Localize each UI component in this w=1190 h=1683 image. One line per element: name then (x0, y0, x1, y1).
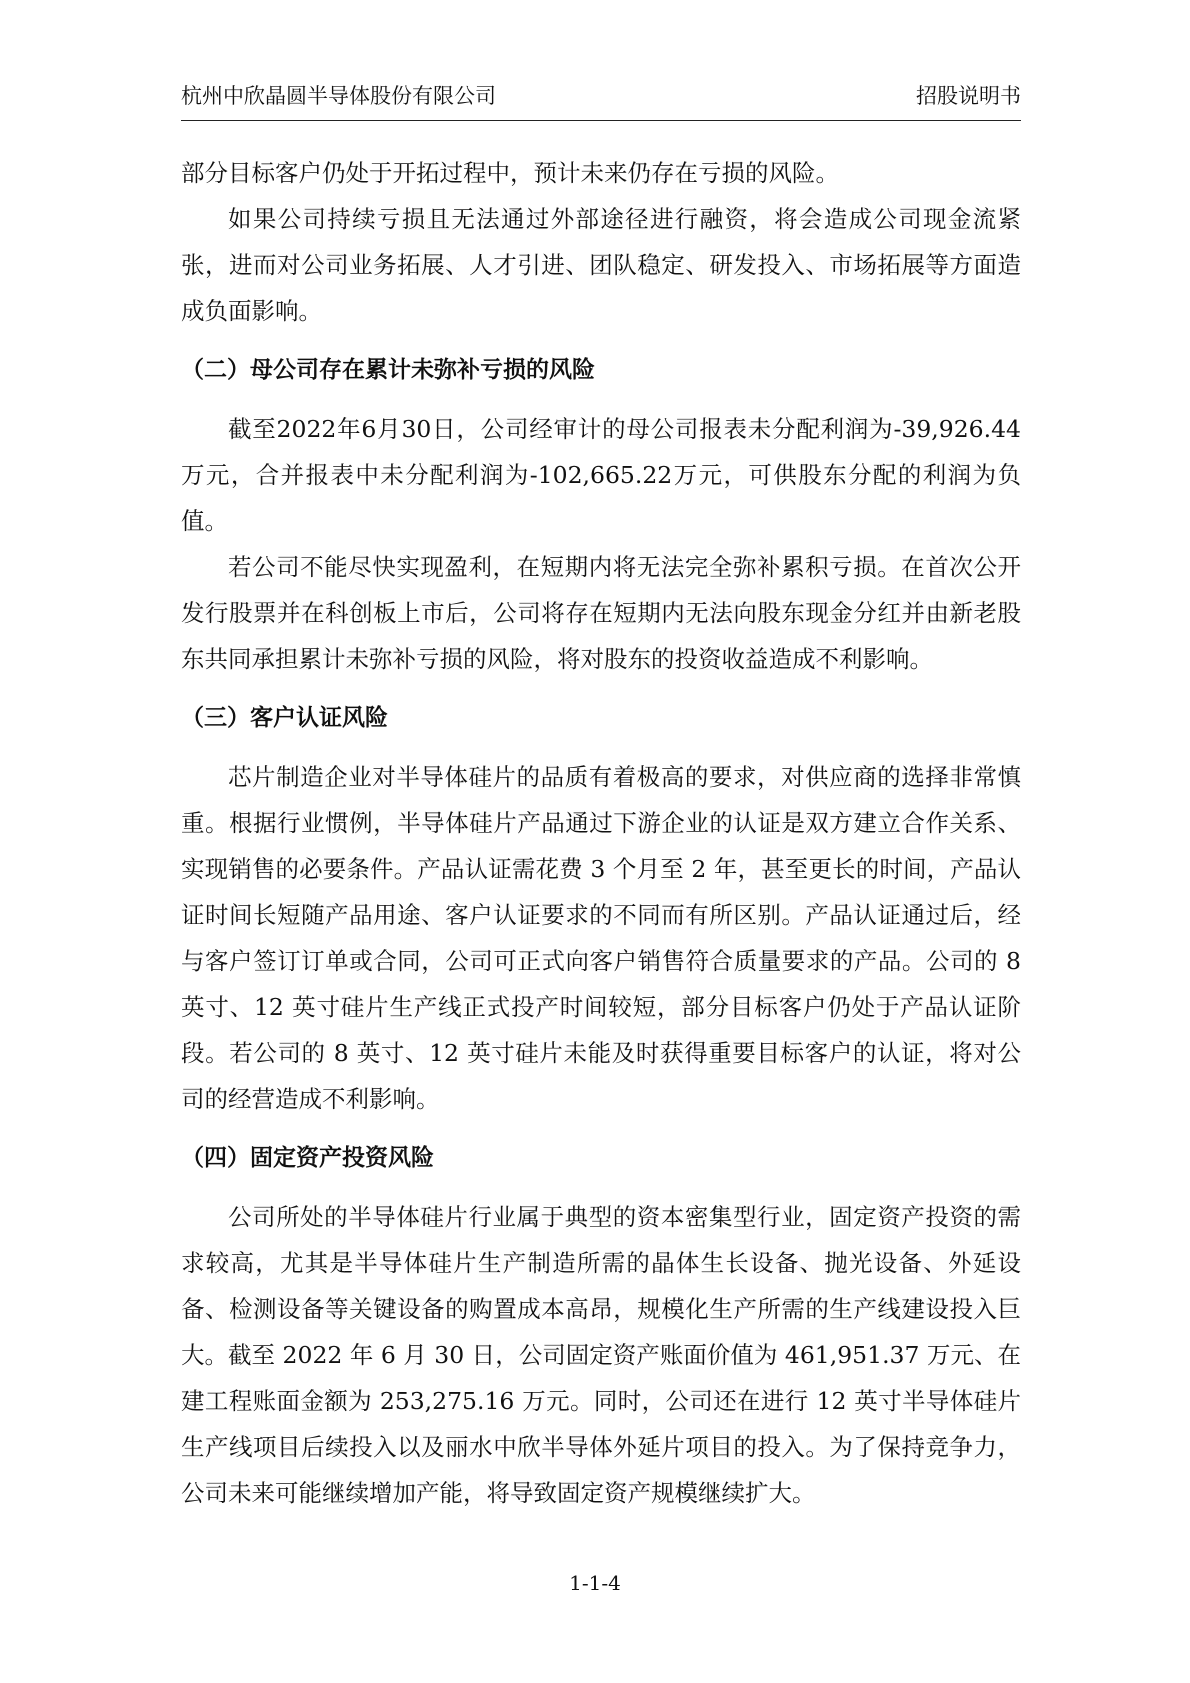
page-header (181, 84, 1021, 121)
header-document-type: 招股说明书 (916, 84, 1021, 108)
page-number: 1-1-4 (569, 1571, 621, 1595)
paragraph: 如果公司持续亏损且无法通过外部途径进行融资，将会造成公司现金流紧张，进而对公司业务拓展、人才引进、团队稳定、研发投入、市场拓展等方面造成负面影响。 (181, 205, 1021, 325)
section-heading: （三）客户认证风险 (181, 705, 388, 731)
paragraph: 截至2022年6月30日，公司经审计的母公司报表未分配利润为-39,926.44万元，合并报表中未分配利润为-102,665.22万元，可供股东分配的利润为负值。 (181, 415, 1021, 535)
header-company-name: 杭州中欣晶圆半导体股份有限公司 (181, 84, 496, 108)
document-body (181, 150, 1021, 1516)
section-heading: （四）固定资产投资风险 (181, 1145, 434, 1171)
paragraph: 芯片制造企业对半导体硅片的品质有着极高的要求，对供应商的选择非常慎重。根据行业惯例，半导体硅片产品通过下游企业的认证是双方建立合作关系、实现销售的必要条件。产品认证需花费 3 个月至 2 年，甚至更长的时间，产品认证时间长短随产品用途、客户认证要求的不同而有所区别。产品认证通过后，经与客户签订订单或合同，公司可正式向客户销售符合质量要求的产品。公司的 8 英寸、12 英寸硅片生产线正式投产时间较短，部分目标客户仍处于产品认证阶段。若公司的 8 英寸、12 英寸硅片未能及时获得重要目标客户的认证，将对公司的经营造成不利影响。 (181, 763, 1021, 1113)
paragraph: 公司所处的半导体硅片行业属于典型的资本密集型行业，固定资产投资的需求较高，尤其是半导体硅片生产制造所需的晶体生长设备、抛光设备、外延设备、检测设备等关键设备的购置成本高昂，规模化生产所需的生产线建设投入巨大。截至 2022 年 6 月 30 日，公司固定资产账面价值为 461,951.37 万元、在建工程账面金额为 253,275.16 万元。同时，公司还在进行 12 英寸半导体硅片生产线项目后续投入以及丽水中欣半导体外延片项目的投入。为了保持竞争力，公司未来可能继续增加产能，将导致固定资产规模继续扩大。 (181, 1203, 1021, 1507)
section-heading: （二）母公司存在累计未弥补亏损的风险 (181, 357, 595, 383)
paragraph: 若公司不能尽快实现盈利，在短期内将无法完全弥补累积亏损。在首次公开发行股票并在科创板上市后，公司将存在短期内无法向股东现金分红并由新老股东共同承担累计未弥补亏损的风险，将对股东的投资收益造成不利影响。 (181, 553, 1021, 673)
paragraph: 部分目标客户仍处于开拓过程中，预计未来仍存在亏损的风险。 (181, 159, 839, 187)
